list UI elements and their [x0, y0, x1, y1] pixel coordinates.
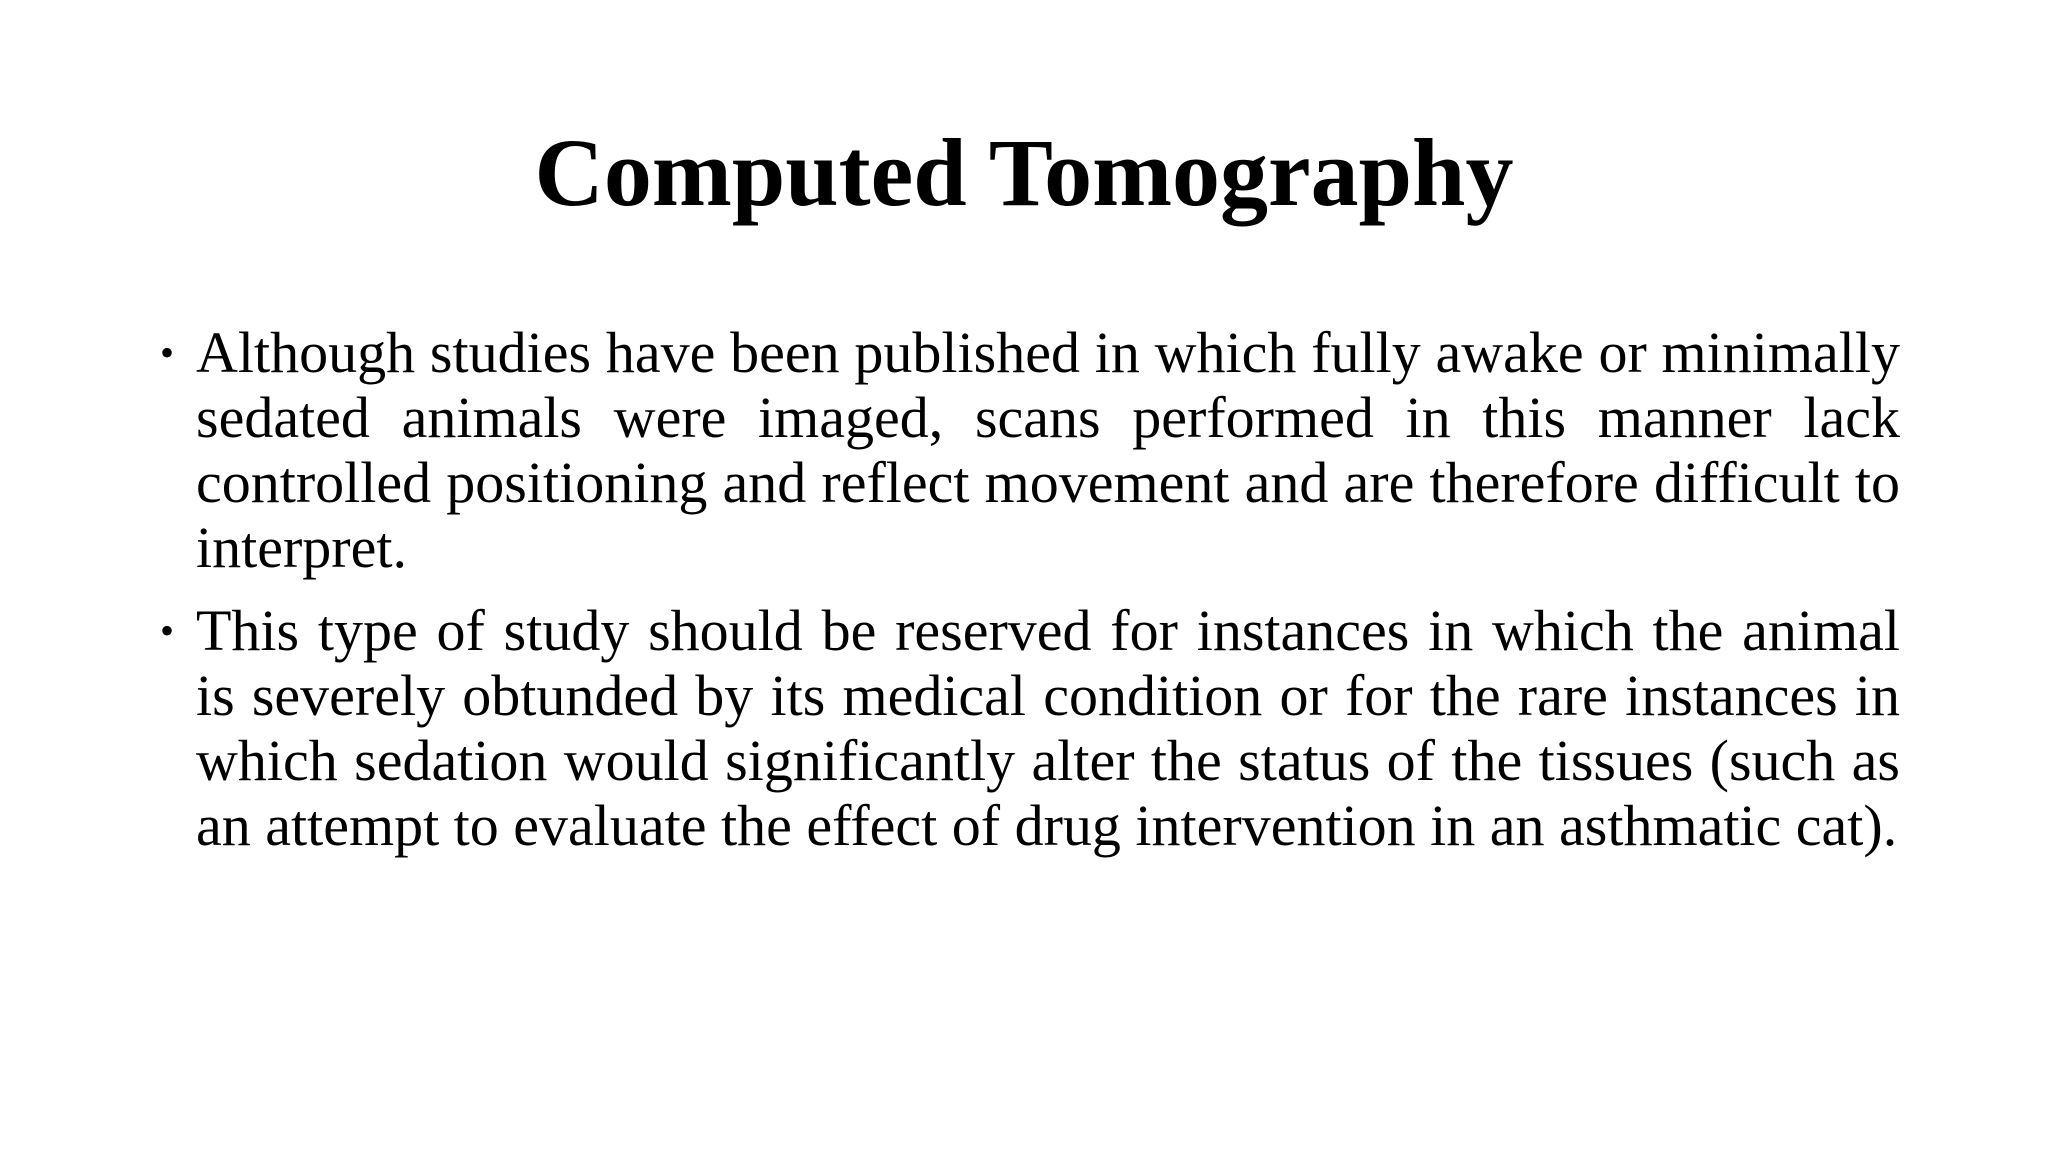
slide-title: Computed Tomography [534, 119, 1514, 226]
bullet-item [160, 598, 1900, 858]
bullet-icon: • [160, 330, 175, 375]
bullet-text: This type of study should be reserved for instances in which the animal is severely obtunded by its medical condition or for the rare instances in which sedation would significantly alter the status of the tissues (such as an attempt to evaluate the effect of drug intervention in an asthmatic cat). [196, 598, 1900, 858]
bullet-text: Although studies have been published in which fully awake or minimally sedated animals were imaged, scans performed in this manner lack controlled positioning and reflect movement and are therefore difficult to interpret. [196, 320, 1900, 580]
bullet-icon: • [160, 608, 175, 653]
bullet-list [160, 320, 1900, 876]
bullet-item [160, 320, 1900, 580]
